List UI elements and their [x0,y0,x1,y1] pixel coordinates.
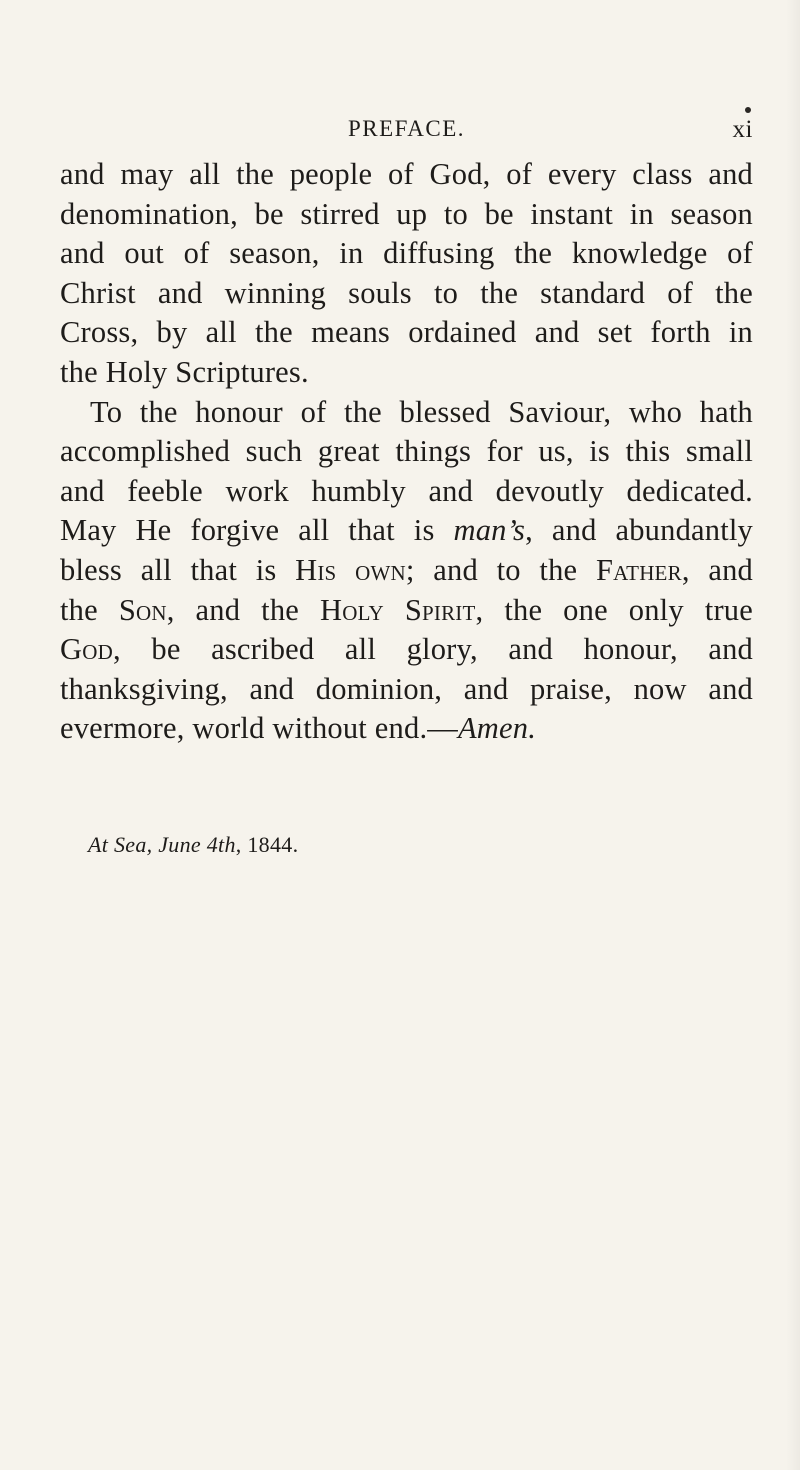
text-line [60,551,753,591]
text-line: and feeble work humbly and devoutly dedicated. [60,473,753,508]
dateline [88,832,298,858]
text-line [60,511,753,551]
text-run: , and abundantly [525,513,753,548]
italic-run: man’s [453,513,526,548]
text-line: and may all the people of God, of every class and [60,157,753,191]
text-run: , be ascribed all glory, and honour, and [112,632,753,667]
small-caps-run: God [60,632,113,667]
page-edge-shadow [786,0,800,1470]
text-line: the Holy Scriptures. [60,354,309,389]
text-run: , the one only true [475,592,753,627]
small-caps-run: Holy Spirit [320,592,476,627]
text-run: , and [681,552,753,587]
dateline-place: At Sea, June [88,832,207,857]
text-run: bless all that is [60,552,296,587]
italic-run: Amen. [457,711,537,746]
text-run: evermore, world without end.— [60,711,458,746]
text-run: May He forgive all that is [60,513,454,548]
text-line: accomplished such great things for us, is this small [60,434,753,469]
text-run: the [60,592,119,627]
small-caps-run: Son [118,592,167,627]
text-run: , and the [166,592,320,627]
text-line: Christ and winning souls to the standard of the [60,275,753,310]
dateline-day: 4th [206,832,236,857]
ink-dot [745,107,751,113]
small-caps-run: His own [295,552,406,587]
dateline-year: , 1844. [235,832,299,857]
text-line: To the honour of the blessed Saviour, who hath [90,394,753,429]
text-line: Cross, by all the means ordained and set forth in [60,315,753,350]
text-line: denomination, be stirred up to be instant in season [60,196,753,231]
text-run: ; and to the [405,552,596,587]
text-line [60,630,753,670]
running-head [60,116,753,150]
text-line [60,709,753,749]
running-title: PREFACE. [347,116,466,141]
body-text [60,155,753,749]
text-line: thanksgiving, and dominion, and praise, now and [60,671,753,706]
text-line: and out of season, in diffusing the knowledge of [60,236,753,271]
small-caps-run: Father [595,552,682,587]
text-line [60,591,753,631]
page-number: xi [732,116,753,143]
